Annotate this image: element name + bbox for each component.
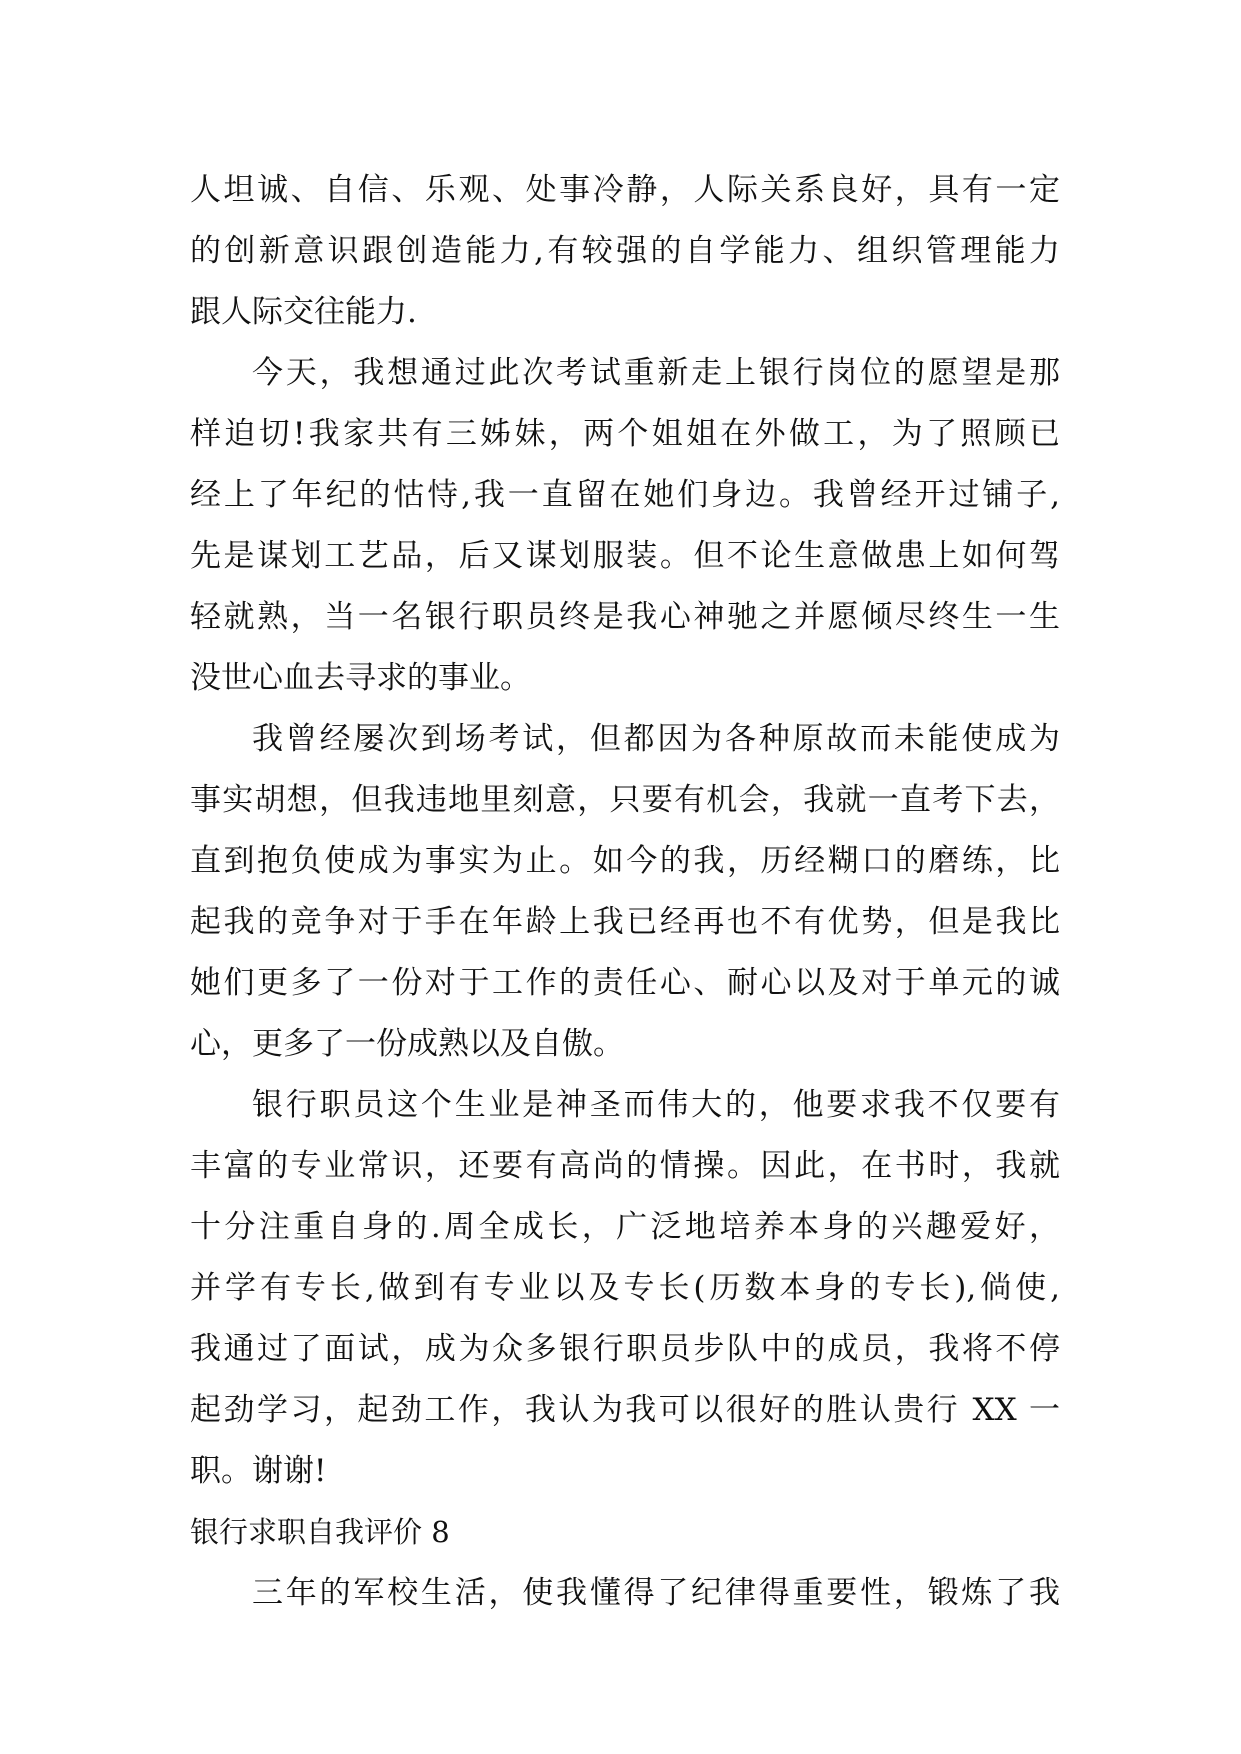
text-line: 丰富的专业常识，还要有高尚的情操。因此，在书时，我就 [190, 1148, 1060, 1184]
text-line: 今天，我想通过此次考试重新走上银行岗位的愿望是那 [252, 355, 1060, 391]
text-line: 十分注重自身的.周全成长，广泛地培养本身的兴趣爱好， [190, 1209, 1060, 1245]
text-line: 先是谋划工艺品，后又谋划服装。但不论生意做患上如何驾 [190, 538, 1060, 574]
section-heading: 银行求职自我评价 8 [190, 1515, 450, 1549]
text-line: 事实胡想，但我违地里刻意，只要有机会，我就一直考下去， [190, 782, 1060, 818]
text-line: 我曾经屡次到场考试，但都因为各种原故而未能使成为 [252, 721, 1060, 757]
paragraph-5 [190, 1563, 1060, 1624]
text-line: 并学有专长,做到有专业以及专长(历数本身的专长),倘使, [190, 1270, 1060, 1306]
text-line: 的创新意识跟创造能力,有较强的自学能力、组织管理能力 [190, 233, 1060, 269]
paragraph-3 [190, 709, 1060, 1075]
text-line: 起我的竞争对于手在年龄上我已经再也不有优势，但是我比 [190, 904, 1060, 940]
text-line: 她们更多了一份对于工作的责任心、耐心以及对于单元的诚 [190, 965, 1060, 1001]
paragraph-1 [190, 160, 1060, 343]
text-line: 我通过了面试，成为众多银行职员步队中的成员，我将不停 [190, 1331, 1060, 1367]
text-line: 起劲学习，起劲工作，我认为我可以很好的胜认贵行 XX 一 [190, 1392, 1060, 1428]
paragraph-4 [190, 1075, 1060, 1502]
text-line: 人坦诚、自信、乐观、处事冷静，人际关系良好，具有一定 [190, 172, 1060, 208]
document-page [190, 160, 1060, 1624]
text-line: 职。谢谢! [190, 1453, 327, 1489]
text-line: 跟人际交往能力. [190, 294, 417, 330]
text-line: 样迫切!我家共有三姊妹，两个姐姐在外做工，为了照顾已 [190, 416, 1060, 452]
paragraph-2 [190, 343, 1060, 709]
text-line: 心，更多了一份成熟以及自傲。 [190, 1026, 624, 1062]
text-line: 直到抱负使成为事实为止。如今的我，历经糊口的磨练，比 [190, 843, 1060, 879]
text-line: 没世心血去寻求的事业。 [190, 660, 531, 696]
text-line: 轻就熟，当一名银行职员终是我心神驰之并愿倾尽终生一生 [190, 599, 1060, 635]
text-line: 银行职员这个生业是神圣而伟大的，他要求我不仅要有 [252, 1087, 1060, 1123]
text-line: 三年的军校生活，使我懂得了纪律得重要性，锻炼了我 [252, 1575, 1060, 1611]
text-line: 经上了年纪的怙恃,我一直留在她们身边。我曾经开过铺子, [190, 477, 1060, 513]
